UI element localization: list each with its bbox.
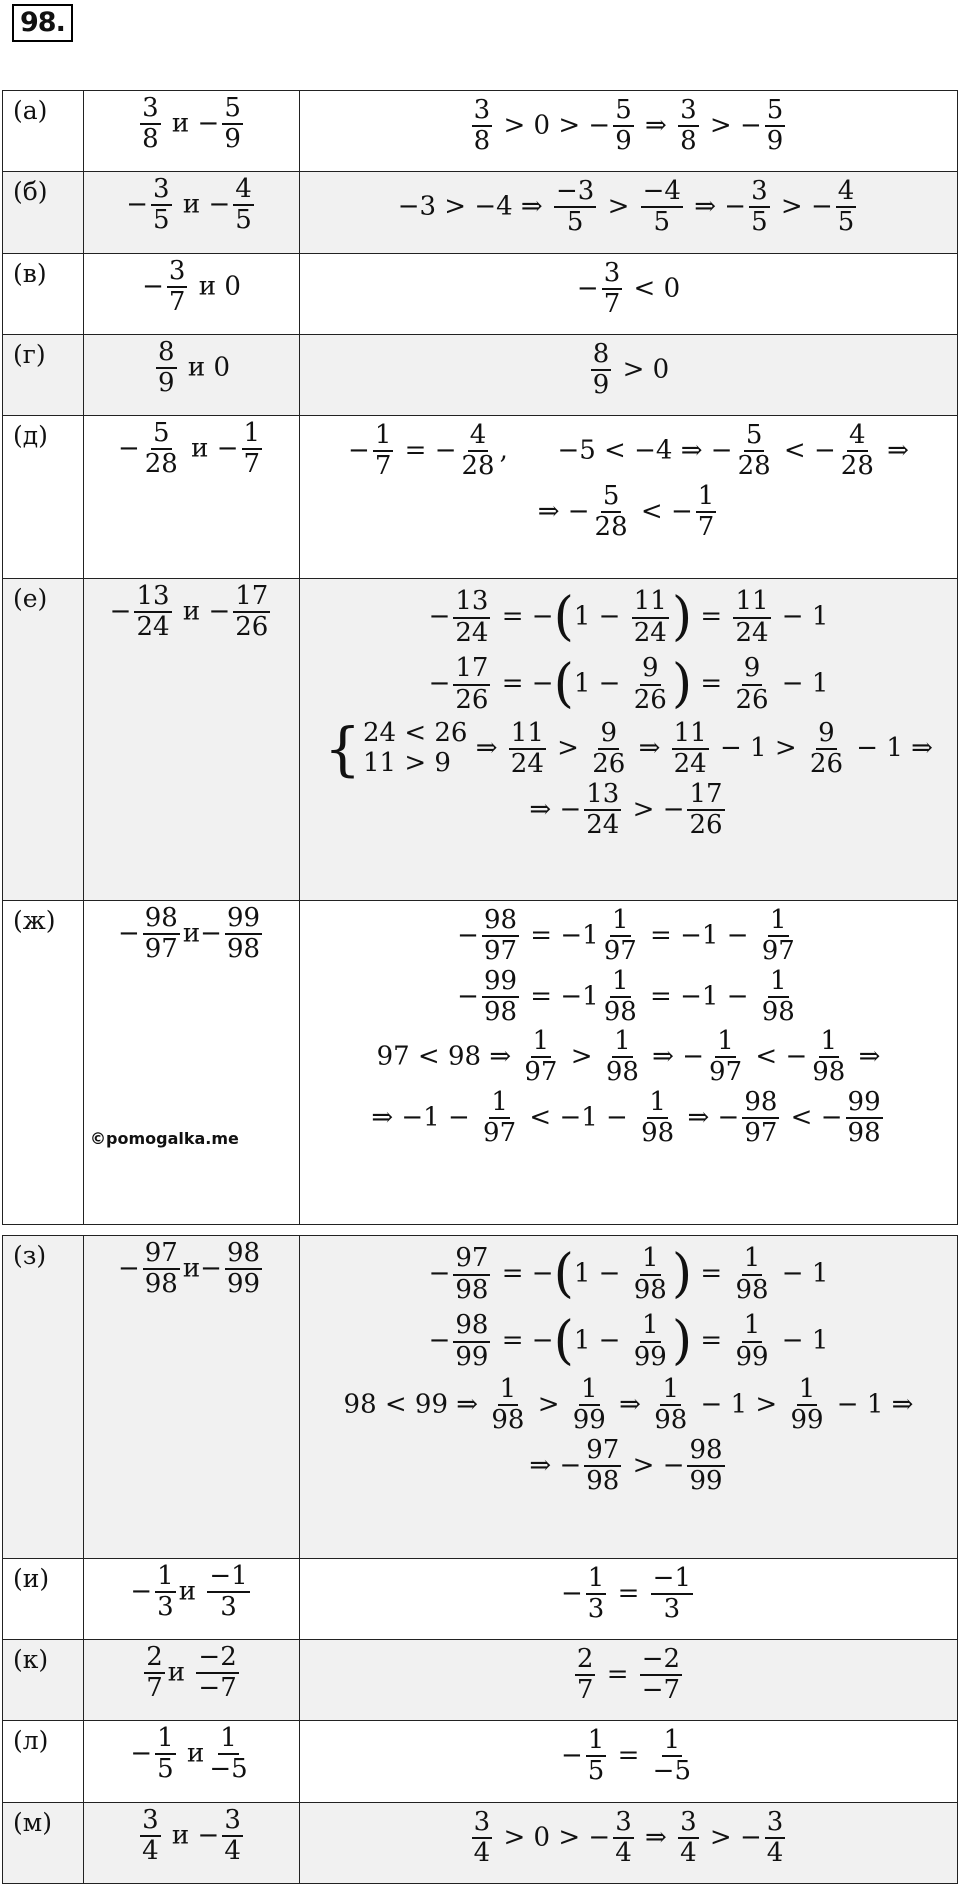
row-label: (е) [3,579,84,901]
row-label: (ж) [3,901,84,1225]
row-label: (м) [3,1803,84,1884]
row-label: (д) [3,416,84,579]
solution [300,335,958,416]
given-pair: − $\frac{1}{3}$ и $\frac{-1}{3}$ [84,1559,300,1640]
given-pair: − $\frac{3}{7}$ и 0 [84,254,300,335]
math-line: ⇒ − $\frac{5}{28}$ < − $\frac{1}{7}$ [537,480,715,542]
row-label: (к) [3,1640,84,1721]
row-z [3,1236,958,1559]
solution [300,1236,958,1559]
math-line: − $\frac{1}{3}$ = $\frac{-1}{3}$ [561,1563,691,1625]
math-line: − $\frac{1}{5}$ = $\frac{1}{-5}$ [561,1725,691,1787]
row-v [3,254,958,335]
math-line: − $\frac{98}{97}$ = −1 $\frac{1}{97}$ = −1 − $\frac{1}{97}$ [457,905,795,967]
row-label: (в) [3,254,84,335]
fraction: $\frac{3}{8}$ [142,93,159,155]
inequality-system: 24 < 26 11 > 9 [362,718,468,778]
row-a [3,91,958,172]
math-line: − $\frac{13}{24}$ = −(1 − $\frac{11}{24}$ ) = $\frac{11}{24}$ − 1 [428,586,829,648]
row-g [3,335,958,416]
given-pair: − $\frac{1}{5}$ и $\frac{1}{-5}$ [84,1721,300,1803]
solution [300,1559,958,1640]
math-line: −3 > −4 ⇒ $\frac{-3}{5}$ > $\frac{-4}{5}$ ⇒ − $\frac{3}{5}$ > − $\frac{4}{5}$ [397,176,855,238]
given-pair: − $\frac{98}{97}$ и− $\frac{99}{98}$ ©pomogalka.me [84,901,300,1225]
given-pair: − $\frac{13}{24}$ и − $\frac{17}{26}$ [84,579,300,901]
math-line: $\frac{8}{9}$ > 0 [592,339,670,401]
math-line: { 24 < 26 11 > 9 ⇒ $\frac{11}{24}$ > $\frac{9}{26}$ ⇒ $\frac{11}{24}$ − 1 > $\frac{9}{26}$ − 1 ⇒ [324,714,933,783]
math-line: − $\frac{98}{99}$ = −(1 − $\frac{1}{99}$ ) = $\frac{1}{99}$ − 1 [428,1310,829,1372]
solution [300,172,958,254]
solution [300,1721,958,1803]
row-label: (г) [3,335,84,416]
given-pair: − $\frac{5}{28}$ и − $\frac{1}{7}$ [84,416,300,579]
math-line: ⇒ − $\frac{97}{98}$ > − $\frac{98}{99}$ [529,1434,723,1496]
math-line: − $\frac{17}{26}$ = −(1 − $\frac{9}{26}$ ) = $\frac{9}{26}$ − 1 [428,653,829,715]
task-number: 98. [12,4,73,42]
row-i [3,1559,958,1640]
row-k [3,1640,958,1721]
math-line: − $\frac{97}{98}$ = −(1 − $\frac{1}{98}$ ) = $\frac{1}{98}$ − 1 [428,1243,829,1305]
row-d [3,416,958,579]
row-label: (з) [3,1236,84,1559]
math-line: ⇒ −1 − $\frac{1}{97}$ < −1 − $\frac{1}{98}$ ⇒ − $\frac{98}{97}$ < − $\frac{99}{98}$ [371,1086,881,1149]
math-line: − $\frac{99}{98}$ = −1 $\frac{1}{98}$ = −1 − $\frac{1}{98}$ [457,965,795,1027]
given-pair: $\frac{2}{7}$ и $\frac{-2}{-7}$ [84,1640,300,1721]
row-e [3,579,958,901]
solution [300,1803,958,1884]
row-label: (и) [3,1559,84,1640]
row-zh [3,901,958,1225]
solution [300,254,958,335]
math-line: 97 < 98 ⇒ $\frac{1}{97}$ > $\frac{1}{98}$ ⇒ − $\frac{1}{97}$ < − $\frac{1}{98}$ ⇒ [376,1026,881,1088]
math-line: ⇒ − $\frac{13}{24}$ > − $\frac{17}{26}$ [529,778,723,841]
given-pair: $\frac{3}{8}$ и − $\frac{5}{9}$ [84,91,300,172]
row-label: (б) [3,172,84,254]
row-label: (а) [3,91,84,172]
row-label: (л) [3,1721,84,1803]
solution-table-1 [2,90,958,1225]
math-line: 98 < 99 ⇒ $\frac{1}{98}$ > $\frac{1}{99}$ ⇒ $\frac{1}{98}$ − 1 > $\frac{1}{99}$ − 1 ⇒ [343,1374,914,1436]
math-line: $\frac{3}{4}$ > 0 > − $\frac{3}{4}$ ⇒ $\frac{3}{4}$ > − $\frac{3}{4}$ [473,1807,784,1869]
fraction: $\frac{5}{9}$ [224,93,241,155]
given-pair: $\frac{8}{9}$ и 0 [84,335,300,416]
watermark: ©pomogalka.me [90,1129,239,1148]
given-pair: − $\frac{3}{5}$ и − $\frac{4}{5}$ [84,172,300,254]
solution [300,416,958,579]
solution [300,91,958,172]
math-line: − $\frac{1}{7}$ = − $\frac{4}{28}$ , −5 < −4 ⇒ − $\frac{5}{28}$ < − $\frac{4}{28}$ ⇒ [348,420,909,482]
math-line: − $\frac{3}{7}$ < 0 [576,258,681,320]
given-pair: − $\frac{97}{98}$ и− $\frac{98}{99}$ [84,1236,300,1559]
solution-table-2 [2,1235,958,1884]
solution [300,1640,958,1721]
solution [300,579,958,901]
math-line: $\frac{3}{8}$ > 0 > − $\frac{5}{9}$ ⇒ $\frac{3}{8}$ > − $\frac{5}{9}$ [473,95,784,157]
row-b [3,172,958,254]
row-m [3,1803,958,1884]
given-pair: $\frac{3}{4}$ и − $\frac{3}{4}$ [84,1803,300,1884]
row-l [3,1721,958,1803]
math-line: $\frac{2}{7}$ = $\frac{-2}{-7}$ [576,1644,681,1706]
solution [300,901,958,1225]
